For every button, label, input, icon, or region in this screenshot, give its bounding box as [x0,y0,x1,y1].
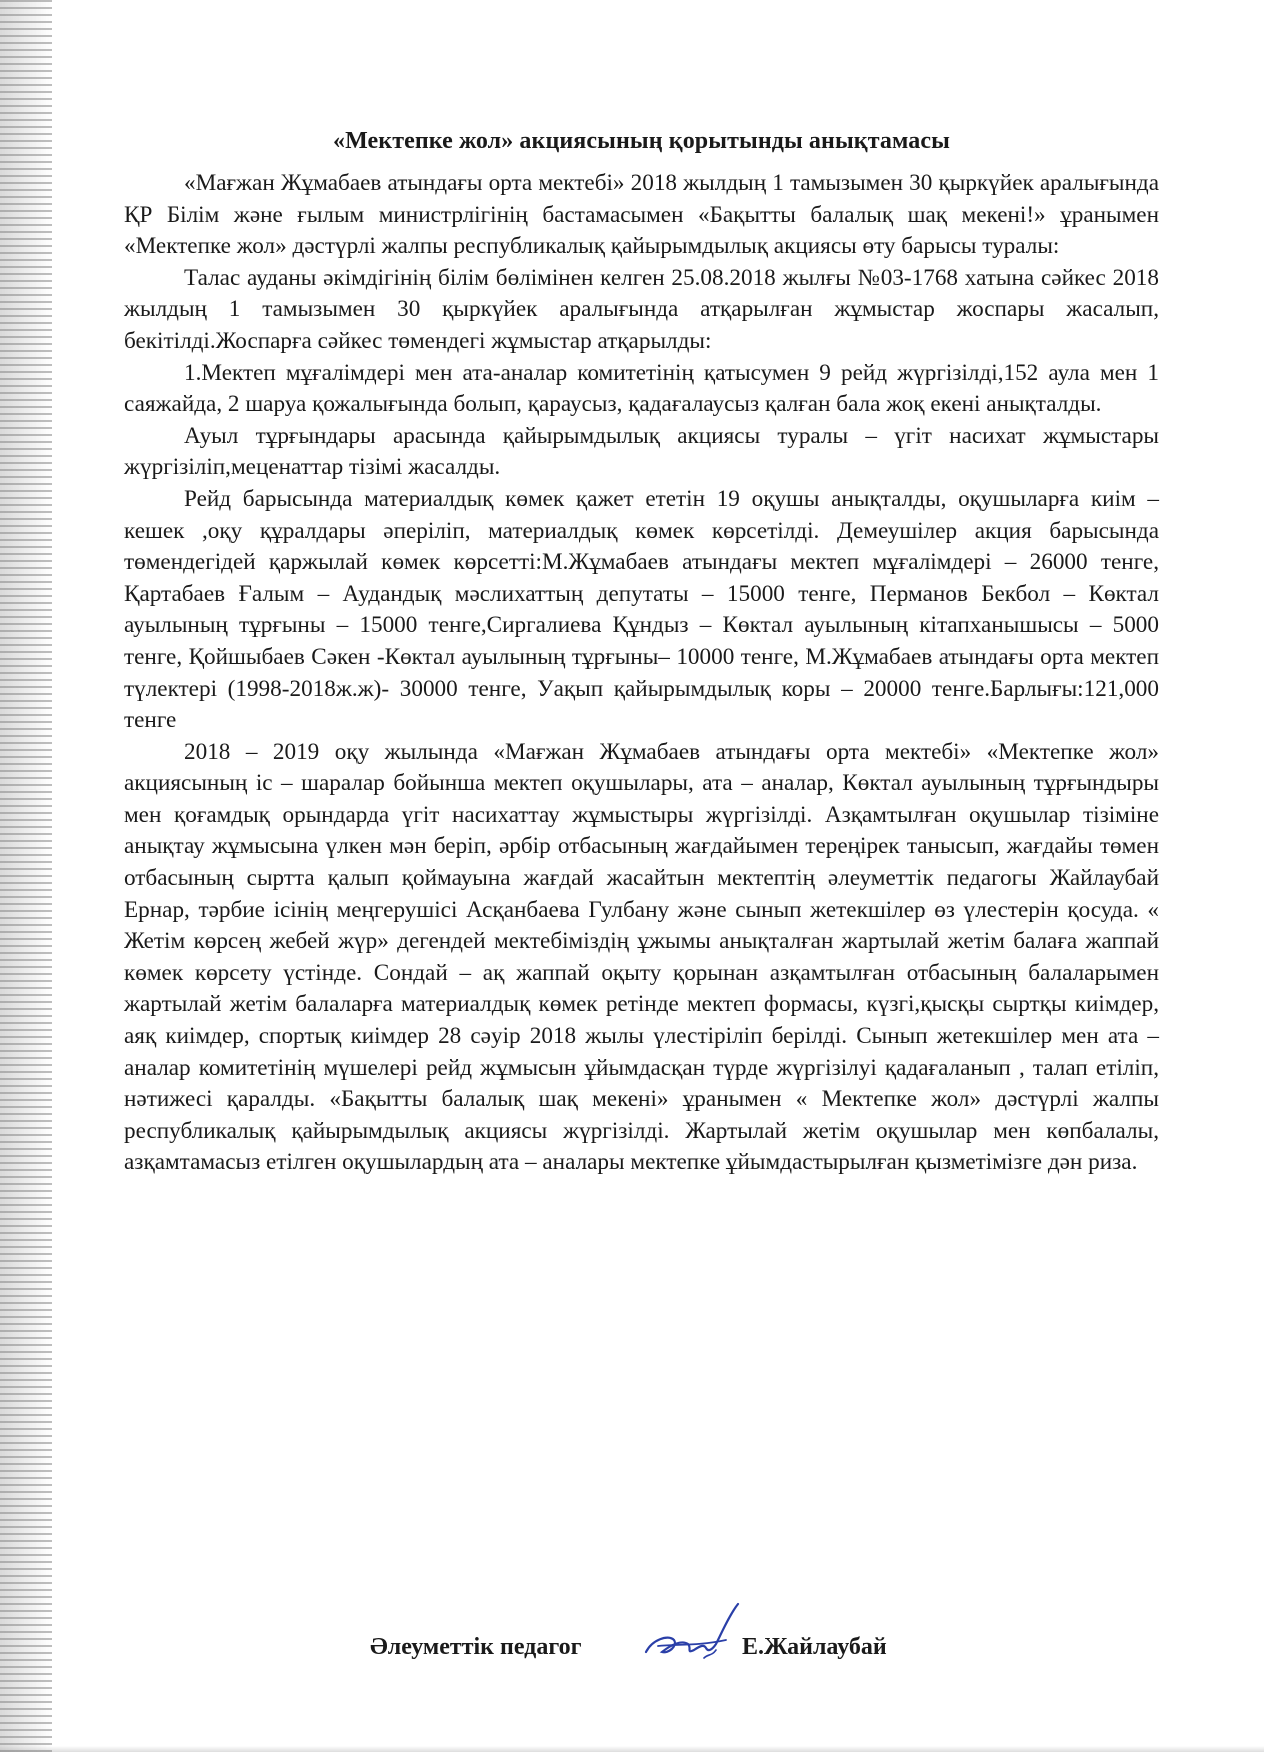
paragraph-agitation: Ауыл тұрғындары арасында қайырымдылық акциясы туралы – үгіт насихат жұмыстары жүргізіліп,меценаттар тізімі жасалды. [124,422,1159,481]
signer-role: Әлеуметтік педагог [370,1634,582,1660]
paragraph-plan: Талас ауданы әкімдігінің білім бөлімінен келген 25.08.2018 жылғы №03-1768 хатына сәйкес 2018 жылдың 1 тамызымен 30 қыркүйек аралығында атқарылған жұмыстар жоспары жасалып, бекітілді.Жоспарға сәйкес төмендегі жұмыстар атқарылды: [124,264,1159,354]
paragraph-raids: 1.Мектеп мұғалімдері мен ата-аналар комитетінің қатысумен 9 рейд жүргізілді,152 аула мен 1 саяжайда, 2 шаруа қожалығында болып, қараусыз, қадағалаусыз қалған бала жоқ екені анықталды. [124,359,1159,418]
signer-name: Е.Жайлаубай [742,1634,887,1660]
document-page [124,128,1159,1179]
signature-block [370,1600,970,1670]
paragraph-sponsors: Рейд барысында материалдық көмек қажет ететін 19 оқушы анықталды, оқушыларға киім – кешек ,оқу құралдары әперіліп, материалдық көмек көрсетілді. Демеушілер акция барысында төмендегідей қаржылай көмек көрсетті:М.Жұмабаев атындағы мектеп мұғалімдері – 26000 тенге, Қартабаев Ғалым – Аудандық мәслихаттың депутаты – 15000 тенге, Перманов Бекбол – Көктал ауылының тұрғыны – 15000 тенге,Сиргалиева Құндыз – Көктал ауылының кітапханышысы – 5000 тенге, Қойшыбаев Сәкен -Көктал ауылының тұрғыны– 10000 тенге, М.Жұмабаев атындағы орта мектеп түлектері (1998-2018ж.ж)- 30000 тенге, Уақып қайырымдылық коры – 20000 тенге.Барлығы:121,000 тенге [124,485,1159,734]
scan-edge-shadow [0,0,52,1752]
paragraph-intro: «Мағжан Жұмабаев атындағы орта мектебі» 2018 жылдың 1 тамызымен 30 қыркүйек аралығында ҚР Білім және ғылым министрлігінің бастамасымен «Бақытты балалық шақ мекені!» ұранымен «Мектепке жол» дәстүрлі жалпы республикалық қайырымдылық акциясы өту барысы туралы: [124,170,1159,260]
scan-bottom-shadow [0,1746,1264,1752]
document-title: «Мектепке жол» акциясының қорытынды анықтамасы [333,128,950,154]
handwritten-signature [638,1600,748,1670]
paragraph-summary: 2018 – 2019 оқу жылында «Мағжан Жұмабаев атындағы орта мектебі» «Мектепке жол» акциясының іс – шаралар бойынша мектеп оқушылары, ата – аналар, Көктал ауылының тұрғындыры мен қоғамдық орындарда үгіт насихаттау жұмыстыры жүргізілді. Азқамтылған оқушылар тізіміне анықтау жұмысына үлкен мән беріп, әрбір отбасының жағдайымен тереңірек танысып, жағдайы төмен отбасының сыртта қалып қоймауына жағдай жасайтын мектептің әлеуметтік педагогы Жайлаубай Ернар, тәрбие ісінің меңгерушісі Асқанбаева Гулбану және сынып жетекшілер өз үлестерін қосуда. « Жетім көрсең жебей жүр» дегендей мектебіміздің ұжымы анықталған жартылай жетім балаға жаппай көмек көрсету үстінде. Сондай – ақ жаппай оқыту қорынан азқамтылған отбасының балаларымен жартылай жетім балаларға материалдық көмек ретінде мектеп формасы, күзгі,қысқы сыртқы киімдер, аяқ киімдер, спортық киімдер 28 сәуір 2018 жылы үлестіріліп берілді. Сынып жетекшілер мен ата – аналар комитетінің мүшелері рейд жұмысын ұйымдасқан түрде жүргізілуі қадағаланып , талап етіліп, нәтижесі қаралды. «Бақытты балалық шақ мекені» ұранымен « Мектепке жол» дәстүрлі жалпы республикалық қайырымдылық акциясы жүргізілді. Жартылай жетім оқушылар мен көпбалалы, азқамтамасыз етілген оқушылардың ата – аналары мектепке ұйымдастырылған қызметімізге дән риза. [124,738,1159,1176]
